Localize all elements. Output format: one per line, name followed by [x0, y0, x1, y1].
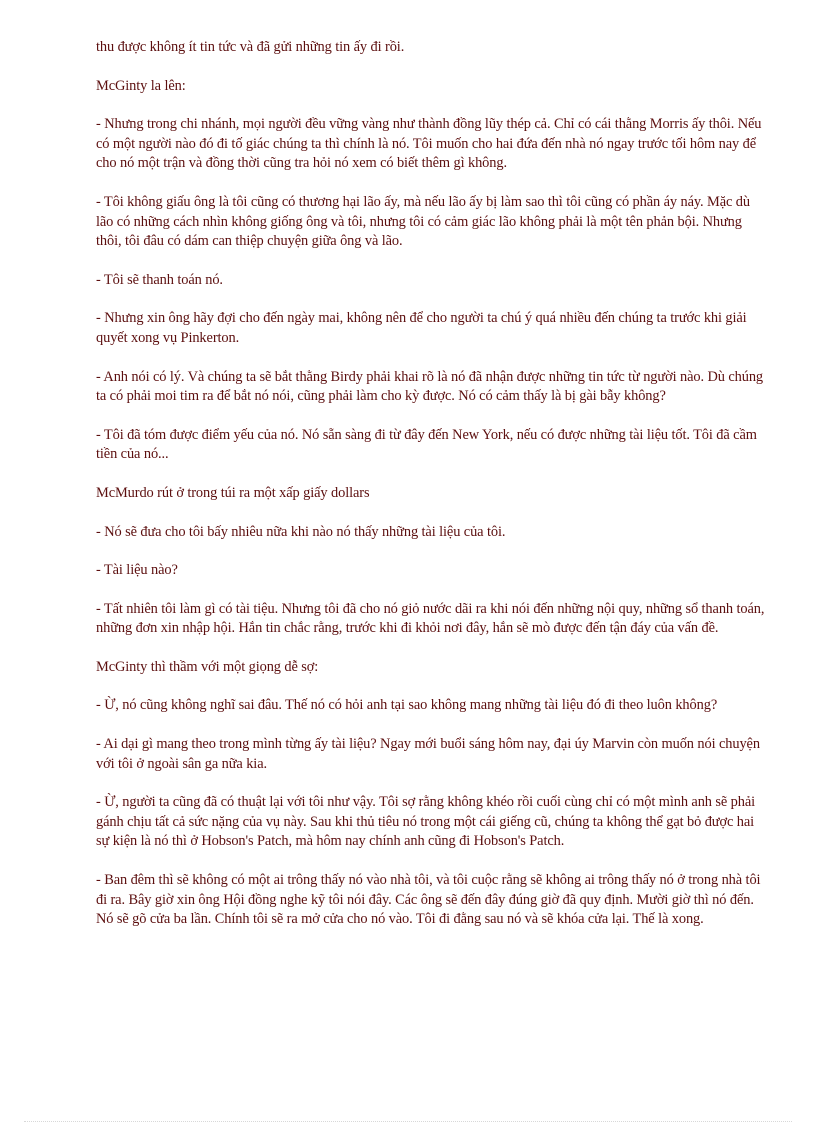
document-page — [96, 38, 768, 949]
paragraph: - Ừ, người ta cũng đã có thuật lại với tôi như vậy. Tôi sợ rằng không khéo rồi cuối cùng chỉ có một mình anh sẽ phải gánh chịu tất cả sức nặng của vụ này. Sau khi thủ tiêu nó trong một cái giếng cũ, chúng ta không thể gạt bỏ được hai sự kiện là nó thì ở Hobson's Patch, mà hôm nay chính anh cũng đi Hobson's Patch. — [96, 794, 756, 850]
paragraph: - Nhưng xin ông hãy đợi cho đến ngày mai, không nên để cho người ta chú ý quá nhiều đến chúng ta trước khi giải quyết xong vụ Pinkerton. — [96, 310, 747, 346]
paragraph: - Nó sẽ đưa cho tôi bấy nhiêu nữa khi nào nó thấy những tài liệu của tôi. — [96, 523, 506, 540]
paragraph: - Tất nhiên tôi làm gì có tài tiệu. Nhưng tôi đã cho nó giỏ nước dãi ra khi nói đến những nội quy, những sổ thanh toán, những đơn xin nhập hội. Hắn tin chắc rằng, trước khi đi khỏi nơi đây, hắn sẽ mò được đến tận đáy của vấn đề. — [96, 600, 765, 637]
paragraph: - Tôi sẽ thanh toán nó. — [96, 271, 223, 288]
paragraph: - Nhưng trong chi nhánh, mọi người đều vững vàng như thành đồng lũy thép cả. Chỉ có cái thằng Morris ấy thôi. Nếu có một người nào đó đi tố giác chúng ta thì chính là nó. Tôi muốn cho hai đứa đến nhà nó ngay trước tối hôm nay để cho nó một trận và đồng thời cũng tra hỏi nó xem có biết thêm gì không. — [96, 116, 762, 172]
paragraph: McGinty thì thầm với một giọng dễ sợ: — [96, 658, 319, 675]
paragraph: - Tôi đã tóm được điểm yếu của nó. Nó sẵn sàng đi từ đây đến New York, nếu có được những tài liệu tốt. Tôi đã cầm tiền của nó... — [96, 426, 757, 463]
paragraph: - Ban đêm thì sẽ không có một ai trông thấy nó vào nhà tôi, và tôi cuộc rằng sẽ không ai trông thấy nó ở trong nhà tôi đi ra. Bây giờ xin ông Hội đồng nghe kỹ tôi nói đây. Các ông sẽ đến đây đúng giờ đã quy định. Mười giờ thì nó đến. Nó sẽ gõ cửa ba lần. Chính tôi sẽ ra mở cửa cho nó vào. Tôi đi đằng sau nó và sẽ khóa cửa lại. Thế là xong. — [96, 872, 761, 928]
paragraph: - Tài liệu nào? — [96, 562, 178, 579]
paragraph: thu được không ít tin tức và đã gửi những tin ấy đi rồi. — [96, 39, 405, 55]
paragraph: McGinty la lên: — [96, 77, 186, 94]
page-bottom-divider — [24, 1121, 792, 1122]
paragraph: - Ừ, nó cũng không nghĩ sai đâu. Thế nó có hỏi anh tại sao không mang những tài liệu đó đi theo luôn không? — [96, 697, 718, 714]
paragraph: - Anh nói có lý. Và chúng ta sẽ bắt thằng Birdy phải khai rõ là nó đã nhận được những tin tức từ người nào. Dù chúng ta có phải moi tim ra để bắt nó nói, cũng phải làm cho kỳ được. Nó có cảm thấy là bị gài bẫy không? — [96, 368, 764, 405]
paragraph: - Ai dại gì mang theo trong mình từng ấy tài liệu? Ngay mới buổi sáng hôm nay, đại úy Marvin còn muốn nói chuyện với tôi ở ngoài sân ga nữa kia. — [96, 736, 760, 772]
paragraph: - Tôi không giấu ông là tôi cũng có thương hại lão ấy, mà nếu lão ấy bị làm sao thì tôi cũng có phần áy náy. Mặc dù lão có những cách nhìn không giống ông và tôi, nhưng tôi có cảm giác lão không phải là một tên phản bội. Nhưng thôi, tôi đâu có dám can thiệp chuyện giữa ông và lão. — [96, 193, 750, 250]
paragraph: McMurdo rút ở trong túi ra một xấp giấy dollars — [96, 484, 370, 501]
